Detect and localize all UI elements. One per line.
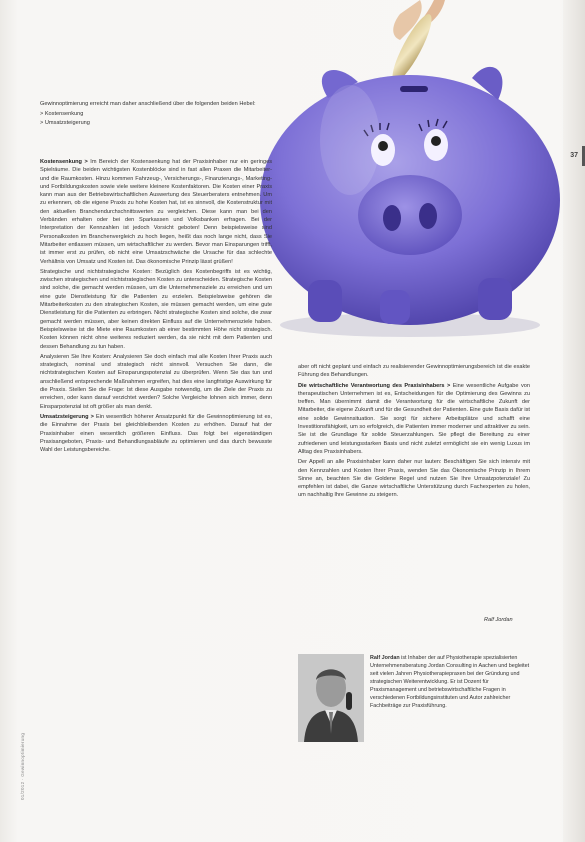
author-bio	[370, 654, 530, 710]
paragraph-text: Strategische und nichtstrategische Kosten: Bezüglich des Kostenbegriffs ist es wichtig, zwischen strategischen und nichtstrategischen Kosten zu unterscheiden. Strategische Kosten sind solche, die gemacht werden müssen, um die Unternehmensziele zu erreichen und um eine gute Dienstleistung für die Patienten zu erzielen. Beispielsweise gehören die Mitarbeiterkosten zu den strategischen Kosten, sie müssen gemacht werden, um eine gute Dienstleistung für die Patienten zu erbringen. Nicht strategische Kosten sind solche, die zwar gemacht werden müssen, aber keinen direkten Einfluss auf die Unternehmensziele haben. Beispielsweise ist die Miete eine Raumkosten ab einer bestimmten Höhe nicht strategisch. Kosten können nicht ohne weiteres reduziert werden, da sie nicht mit dem Patienten und dessen Behandlung zu tun haben.	[40, 268, 272, 350]
paragraph-text: aber oft nicht geplant und einfach zu realisierender Gewinnoptimierungsbereich ist die exakte Führung des Behandlungen.	[298, 364, 530, 379]
paragraph	[40, 158, 272, 266]
page-number: 37	[570, 152, 578, 159]
paragraph-lead: Die wirtschaftliche Verantwortung des Praxisinhabers >	[298, 382, 451, 389]
paragraph	[298, 363, 530, 380]
paragraph-lead: Umsatzsteigerung >	[40, 413, 94, 420]
paragraph	[40, 353, 272, 411]
author-photo	[298, 654, 364, 742]
author-bio-text: ist Inhaber der auf Physiotherapie spezialisierten Unternehmensberatung Jordan Consulting in Aachen und begleitet seit vielen Jahren Physiotherapiepraxen bei der Gründung und strategischen Weiterentwicklung. Er ist Dozent für Praxismanagement und betriebswirtschaftliche Fragen in verschiedenen Fortbildungsinstituten und Autor zahlreicher Fachbeiträge zur Praxisführung.	[370, 655, 530, 709]
right-column	[298, 363, 530, 502]
paragraph-text: Der Appell an alle Praxisinhaber kann daher nur lauten: Beschäftigen Sie sich intensiv mit den Kennzahlen und Kosten Ihrer Praxis, wenden Sie das Ökonomische Prinzip in Ihrem Sinne an, beachten Sie die Goldene Regel und nutzen Sie Ihre Umsatzpotenziale! Zu empfehlen ist dabei, die Ganze wirtschaftliche Unterstützung durch Fachexperten zu holen, um nachhaltig Ihre Gewinne zu steigern.	[298, 459, 530, 499]
intro-text: Gewinnoptimierung erreicht man daher anschließend über die folgenden beiden Hebel:	[40, 101, 256, 107]
margin-note: 01/2012 · Gewinnoptimierung	[20, 732, 25, 800]
paragraph-lead: Kostensenkung >	[40, 159, 88, 165]
intro-list-item: > Umsatzsteigerung	[40, 119, 90, 126]
paragraph	[40, 268, 272, 351]
paragraph-text: Ein wesentlich höherer Ansatzpunkt für die Gewinnoptimierung ist es, die Einnahme der Praxis bei gleichbleibenden Kosten zu erhöhen. Darauf hat der Praxisinhaber einen wesentlich größeren Einfluss. Das folgt bei eigenständigen Praxisangeboten, Praxis- und Behandlungsabläufe zu optimieren und das durch bewusste Wahl der Leistungsbereiche.	[40, 413, 273, 454]
paragraph	[298, 382, 530, 457]
article-signature: Ralf Jordan	[484, 617, 513, 623]
piggy-bank-image	[240, 0, 570, 345]
paragraph-text: Analysieren Sie Ihre Kosten: Analysieren Sie doch einfach mal alle Kosten Ihrer Praxis auch strategisch, nominal und strategisch nicht sinnvoll. Versuchen Sie dann, die nichtstrategischen Kosten auf Einsparungspotenzial zu überprüfen. Wenn Sie das tun und anschließend entsprechende Maßnahmen ergreifen, hat dies eine langfristige Auswirkung für die Praxis. Stellen Sie die Frage: Ist diese Ausgabe notwendig, um die Ziele der Praxis zu erreichen, oder kann darauf verzichtet werden? Solche Vergleiche lohnen sich immer, denn Einsparpotenzial ist oft größer als man denkt.	[40, 353, 272, 410]
paragraph	[40, 413, 272, 454]
left-column	[40, 158, 272, 456]
intro-list-item: > Kostensenkung	[40, 111, 84, 118]
paragraph-text: Eine wesentliche Aufgabe von therapeutischen Unternehmen ist es, Entscheidungen für die Optimierung des Gewinns zu treffen. Man übernimmt damit die Verantwortung für die wirtschaftliche Zukunft der Mitarbeiter, die eigene Zukunft und für die Gesundheit der Patienten. Eine gute Basis dafür ist eine solide Gewinnsituation. Sie sorgt für sichere Arbeitsplätze und schafft eine Investitionsfähigkeit, um so erfolgreich, die Patienten immer moderner und attraktiver zu sein. Sie ist die Grundlage für solide Steuerzahlungen. Sie pflegt die Bereitung zu einer zufriedenen und leistungsstarken Basis und nicht zuletzt ermöglicht sie ein wenig Luxus im Alltag des Praxisinhabers.	[298, 382, 530, 455]
intro-block	[40, 100, 272, 127]
paragraph	[298, 458, 530, 499]
paragraph-text: Im Bereich der Kostensenkung hat der Praxisinhaber nur ein geringes Spielräume. Die beiden wichtigsten Kostenblöcke sind in fast allen Praxen die Mitarbeiter- und die Raumkosten. Hinzu kommen Fahrzeug-, Versicherungs-, Finanzierungs-, Marketing- und Fortbildungskosten sowie viele weitere kleinere Kostenfaktoren. Die Kosten einer Praxis kann man aus der Betriebswirtschaftlichen Auswertung des Steuerberaters entnehmen. Um zu erkennen, ob die eigene Praxis zu hohe Kosten hat, ist es sinnvoll, die Kostenstruktur mit den aktuellen Branchendurchschnittswerten zu vergleichen. Diese kann man bei den Verbänden erhalten oder bei den Sparkassen und Volksbanken erfragen. Bei der Interpretation der Kennzahlen ist jedoch Vorsicht geboten! Denn beispielsweise sind Personalkosten im Branchenvergleich zu hoch liegen, heißt das noch lange nicht, dass Sie Mitarbeiter entlassen müssen, um wirtschaftlicher zu werden. Bevor man Einsparungen trifft, ist immer erst zu prüfen, ob nicht eine Umsatzschwäche die Ursache für das schlechte Verhältnis von Umsatz und Kosten ist. Das ökonomische Prinzip lässt grüßen!	[40, 159, 272, 265]
author-box	[298, 648, 530, 743]
author-name: Ralf Jordan	[370, 655, 400, 661]
